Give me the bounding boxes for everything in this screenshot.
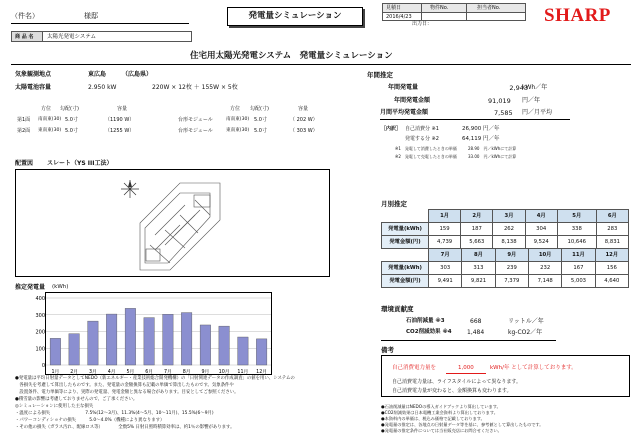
- annual-gen-unit: kWh／年: [522, 84, 548, 91]
- chart-ytick-label: 0: [41, 363, 45, 369]
- table-row: [382, 210, 629, 223]
- title-rule: [11, 64, 631, 65]
- month-header: 2月: [461, 210, 493, 223]
- array-h-slope2: 勾配(寸): [250, 106, 269, 112]
- month-header: 5月: [557, 210, 596, 223]
- month-header: 4月: [525, 210, 557, 223]
- co2-unit: kg-CO2／年: [508, 329, 543, 336]
- oil-value: 668: [470, 318, 482, 325]
- table-row: [382, 223, 629, 236]
- chart-xtick-label: 2月: [70, 370, 79, 375]
- kwh-cell: 313: [462, 262, 495, 275]
- array-h-slope: 勾配(寸): [60, 106, 79, 112]
- annual-title: 年間推定: [367, 71, 393, 79]
- note1-value: 28.90 円／kWhにて計算: [468, 146, 517, 151]
- note-left-line: 各損失を考慮して算出したものです。また、発電量の金額換算も記載の単価で算出したものです。気象条件や: [15, 383, 234, 388]
- yen-cell: 9,491: [429, 275, 462, 288]
- array-row2-slope2: 5.0寸: [254, 128, 267, 134]
- kwh-cell: 262: [493, 223, 525, 236]
- chart-xtick-label: 6月: [145, 370, 154, 375]
- note-right-line: ●CO2削減効果は日本電機工業会資料より算出しております。: [381, 410, 498, 415]
- chart-bar: [181, 313, 192, 365]
- kwh-cell: 303: [429, 262, 462, 275]
- env-rule: [381, 340, 556, 341]
- sell-value: 64,119 円／年: [462, 136, 500, 142]
- array-h-dir: 方位: [41, 106, 52, 112]
- yen-cell: 5,003: [562, 275, 595, 288]
- annual-month-value: 7,585: [494, 109, 513, 117]
- table-corner: [382, 210, 429, 223]
- monthly-table-first: [381, 209, 629, 249]
- note-left-line: 設置条件、電力単価等により、実際の発電量、発電金額と異なる場合があります。目安としてご参照ください。: [15, 390, 239, 395]
- kwh-cell: 239: [495, 262, 528, 275]
- location-label: 気象観測地点: [15, 71, 52, 78]
- kwh-cell: 167: [562, 262, 595, 275]
- note-left-line: ・その他の損失（ガラス汚れ、配線ロス等） 全数5% 日射日照時積算効率は、約1％の影響があります。: [15, 425, 235, 430]
- array-row2-cap: （1255 W）: [105, 128, 135, 134]
- product-label-cell: [11, 31, 43, 42]
- yen-cell: 8,138: [493, 236, 525, 249]
- month-header: 3月: [493, 210, 525, 223]
- row-label-kwh: 発電量(kWh): [382, 223, 429, 236]
- oil-unit: リットル／年: [508, 318, 544, 325]
- co2-value: 1,484: [467, 329, 485, 336]
- hdr-col-2-text: 物件No.: [430, 5, 449, 11]
- annual-yen-unit: 円／年: [522, 97, 541, 104]
- self-use-value: 26,900 円／年: [462, 126, 500, 132]
- compass-icon: [120, 179, 140, 199]
- annual-gen-value: 2,943: [509, 84, 528, 92]
- monthly-title: 月別推定: [381, 200, 407, 208]
- chart-bar: [163, 314, 174, 365]
- chart-xtick-label: 3月: [88, 370, 97, 375]
- yen-cell: 7,148: [528, 275, 561, 288]
- array-row2-dir: 東南東(30): [38, 128, 62, 133]
- hdr-val-2: [421, 12, 467, 21]
- chart-ytick-label: 300: [35, 312, 45, 319]
- note-right-line: ●本資料内の単価は、税込み価格で記載しております。: [381, 416, 485, 421]
- annual-yen-value: 91,019: [488, 97, 511, 105]
- remarks-line1-pre: 自己消費電力量を: [392, 365, 437, 371]
- chart-bar: [106, 314, 117, 365]
- breakdown-label: ［内訳］: [381, 126, 402, 132]
- chart-bar: [88, 321, 99, 365]
- product-value-cell: [42, 31, 192, 42]
- row-label-kwh: 発電量(kWh): [382, 262, 429, 275]
- month-header: 8月: [462, 249, 495, 262]
- chart-bar: [200, 325, 211, 365]
- kwh-cell: 156: [595, 262, 628, 275]
- co2-label: CO2削減効果 ※4: [406, 329, 452, 335]
- yen-cell: 9,524: [525, 236, 557, 249]
- array-row1-slope2: 5.0寸: [254, 117, 267, 123]
- array-row2-module: 台形モジュール: [178, 128, 213, 134]
- case-label: （件名）: [11, 12, 39, 20]
- monthly-table-second: [381, 248, 629, 288]
- array-row2-dir2: 東南東(30): [226, 128, 250, 133]
- note-left-line: ◎シミュレーションに使用した主な損失: [15, 404, 94, 409]
- note-left-line: ・温度による損失 7.5%(12～3月)、11.3%(4～5月、10～11月)、15.5%(6～9月): [15, 411, 214, 416]
- chart-xtick-label: 12月: [256, 370, 268, 375]
- self-use-label: 自己消費分 ※1: [405, 126, 439, 132]
- row-label-yen: 発電金額(円): [382, 275, 429, 288]
- chart-title: 推定発電量: [15, 284, 46, 291]
- chart-xtick-label: 1月: [51, 370, 60, 375]
- note1-label: ※1 発電して消費したときの単価: [395, 146, 457, 151]
- yen-cell: 4,739: [429, 236, 461, 249]
- location-value2: （広島県）: [122, 71, 153, 78]
- chart-bar: [125, 308, 136, 365]
- date-value: 2016/4/23: [386, 14, 412, 20]
- array-row1-dir: 南南東(30): [38, 117, 62, 122]
- chart-bar: [256, 339, 267, 365]
- note-left-line: ●発電量は平均日射量データとしてNEDO（新エネルギー・産業技術総合開発機構）の「日射関連データの作成調査」の値を用い、システムの: [15, 376, 295, 381]
- array-h-cap2: 容量: [298, 106, 309, 112]
- kwh-cell: 187: [461, 223, 493, 236]
- month-header: 10月: [528, 249, 561, 262]
- annual-month-label: 月間平均発電金額: [380, 109, 429, 116]
- table-row: [382, 275, 629, 288]
- hdr-col-1-text: 見積日: [386, 5, 402, 11]
- kwh-cell: 283: [596, 223, 628, 236]
- month-header: 12月: [595, 249, 628, 262]
- array-h-dir2: 方位: [230, 106, 241, 112]
- note-left-line: ・パワーコンディショナの損失 5.0～4.0%（機種により異なります）: [15, 418, 165, 423]
- remarks-val-underline: [446, 373, 486, 374]
- chart-ytick-label: 400: [35, 296, 45, 302]
- chart-xtick-label: 10月: [218, 370, 230, 375]
- chart-ytick-label: 200: [35, 329, 45, 336]
- remarks-line1-val: 1,000: [458, 365, 474, 371]
- remarks-line1-post: kWh/年 として計算しております。: [490, 365, 577, 371]
- annual-rule: [380, 119, 570, 120]
- case-value: 様邸: [84, 12, 98, 20]
- remarks-line2: 自己消費電力量は、ライフスタイルによって異なります。: [392, 379, 522, 385]
- yen-cell: 5,663: [461, 236, 493, 249]
- doc-title: 住宅用太陽光発電システム 発電量シミュレーション: [190, 51, 393, 61]
- remarks-line3: 自己消費電力量が変わると、金額換算も変わります。: [392, 388, 512, 394]
- table-row: [382, 262, 629, 275]
- yen-cell: 4,640: [595, 275, 628, 288]
- capacity-formula: 220W × 12枚 ＋ 155W × 5枚: [152, 84, 238, 91]
- oil-label: 石油削減量 ※3: [406, 318, 445, 324]
- month-header: 1月: [429, 210, 461, 223]
- yen-cell: 8,831: [596, 236, 628, 249]
- case-underline: [11, 23, 189, 24]
- chart-ylabel: (kWh): [52, 284, 69, 290]
- month-header: 11月: [562, 249, 595, 262]
- month-header: 9月: [495, 249, 528, 262]
- chart-bar: [69, 334, 80, 365]
- product-value: 太陽光発電システム: [47, 34, 96, 40]
- kwh-cell: 338: [557, 223, 596, 236]
- yen-cell: 9,821: [462, 275, 495, 288]
- annual-yen-label: 年間発電金額: [394, 97, 431, 104]
- month-header: 7月: [429, 249, 462, 262]
- sell-label: 発電する分 ※2: [405, 136, 439, 142]
- array-h-cap: 容量: [117, 106, 128, 112]
- product-label: 商 品 名: [15, 34, 34, 40]
- chart-xtick-label: 9月: [201, 370, 210, 375]
- chart-xtick-label: 8月: [182, 370, 191, 375]
- title-box: [227, 7, 363, 26]
- hdr-val-3: [466, 12, 526, 21]
- array-row1-dir2: 南南東(30): [226, 117, 250, 122]
- brand-logo: SHARP: [544, 5, 611, 26]
- note-left-line: ●積雪量の影響は考慮しておりませんので、ご了承ください。: [15, 397, 138, 402]
- yen-cell: 10,646: [557, 236, 596, 249]
- monthly-generation-chart: [35, 292, 270, 378]
- hdr-col-3-text: 担当者No.: [477, 5, 501, 11]
- output-label: 出力日：: [412, 21, 433, 27]
- annual-month-unit: 円／月平均: [522, 109, 553, 116]
- hdr-val-1: [382, 12, 422, 21]
- note-right-line: ●石油削減量はNEDOの導入ガイドブックより算出しています。: [381, 404, 501, 409]
- kwh-cell: 232: [528, 262, 561, 275]
- chart-xtick-label: 11月: [237, 370, 249, 375]
- chart-xtick-label: 7月: [163, 370, 172, 375]
- array-row1-name: 第1面: [17, 117, 31, 123]
- note-right-line: ●発電量の推定は、各地点の日射量データ等を基に、参考値として算出したものです。: [381, 422, 544, 427]
- yen-cell: 7,379: [495, 275, 528, 288]
- array-row2-slope: 5.0寸: [65, 128, 78, 134]
- annual-gen-label: 年間発電量: [388, 84, 419, 91]
- array-row1-module: 台形モジュール: [178, 117, 213, 123]
- table-corner: [382, 249, 429, 262]
- chart-bar: [238, 337, 249, 365]
- array-row2-name: 第2面: [17, 128, 31, 134]
- array-row1-cap2: （ 202 W）: [290, 117, 318, 123]
- chart-bar: [144, 318, 155, 365]
- month-header: 6月: [596, 210, 628, 223]
- table-row: [382, 236, 629, 249]
- capacity-label: 太陽電池容量: [15, 84, 52, 91]
- kwh-cell: 159: [429, 223, 461, 236]
- array-row1-slope: 5.0寸: [65, 117, 78, 123]
- location-value1: 東広島: [88, 71, 107, 78]
- remarks-title: 備考: [381, 346, 394, 354]
- roof-type: スレート（YS III工法）: [47, 160, 113, 167]
- kwh-cell: 304: [525, 223, 557, 236]
- note2-value: 33.00 円／kWhにて計算: [468, 154, 517, 159]
- chart-xtick-label: 5月: [126, 370, 135, 375]
- layout-label: 配置図: [15, 160, 34, 167]
- note2-label: ※2 発電して売電したときの単価: [395, 154, 457, 159]
- table-row: [382, 249, 629, 262]
- row-label-yen: 発電金額(円): [382, 236, 429, 249]
- env-title: 環境貢献度: [381, 305, 414, 313]
- array-row1-cap: （1190 W）: [105, 117, 135, 123]
- chart-bar: [219, 326, 230, 365]
- chart-xtick-label: 4月: [107, 370, 116, 375]
- chart-ytick-label: 100: [35, 346, 45, 353]
- array-row2-cap2: （ 303 W）: [290, 128, 318, 134]
- note-right-line: ●発電量の推定条件については当社販売店にお問合せください。: [381, 428, 502, 433]
- title-box-text: 発電量シミュレーション: [248, 11, 342, 21]
- chart-bar: [50, 338, 61, 365]
- capacity-kw: 2.950 kW: [88, 84, 117, 91]
